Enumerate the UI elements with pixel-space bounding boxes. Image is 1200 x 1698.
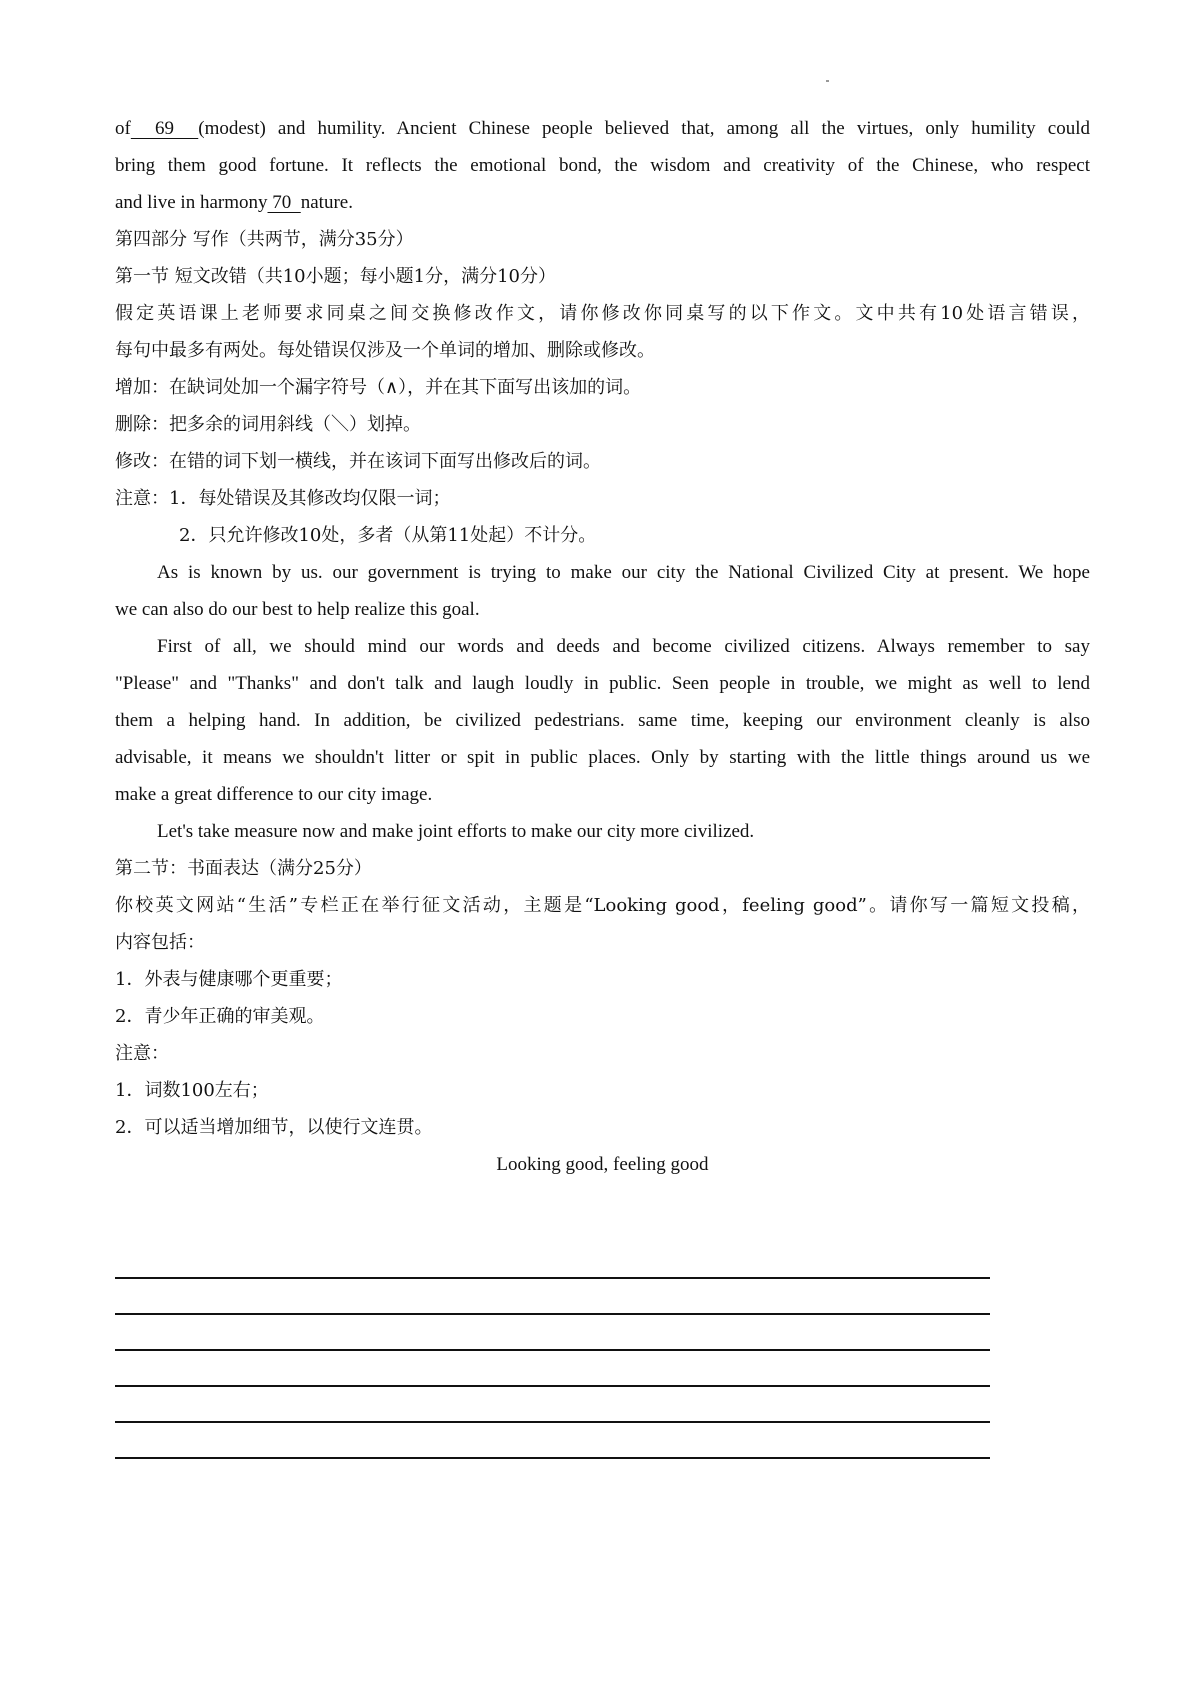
note-2: 2．只允许修改10处，多者（从第11处起）不计分。 — [179, 525, 597, 546]
essay-p2-line-1: First of all, we should mind our words and deeds and become civilized citizens. Always remember to say — [157, 636, 1090, 657]
cloze-line-1 — [115, 110, 1090, 147]
note-1: 注意：1．每处错误及其修改均仅限一词； — [115, 488, 451, 509]
answer-line — [115, 1457, 990, 1459]
section1-title: 第一节 短文改错（共10小题；每小题1分，满分10分） — [115, 266, 556, 287]
answer-lines — [115, 1277, 990, 1493]
section1-instruction-2: 每句中最多有两处。每处错误仅涉及一个单词的增加、删除或修改。 — [115, 340, 655, 361]
answer-line — [115, 1349, 990, 1351]
content-item-1: 1．外表与健康哪个更重要； — [115, 969, 343, 990]
rule-delete: 删除：把多余的词用斜线（＼）划掉。 — [115, 414, 421, 435]
section2-instruction-1: 你校英文网站“生活”专栏正在举行征文活动，主题是“Looking good，feeling good”。请你写一篇短文投稿， — [115, 895, 1090, 916]
section2-note-1: 1．词数100左右； — [115, 1080, 269, 1101]
cloze-text: of — [115, 118, 131, 139]
section2-title: 第二节：书面表达（满分25分） — [115, 858, 372, 879]
cloze-line-2: bring them good fortune. It reflects the emotional bond, the wisdom and creativity of the Chinese, who respect — [115, 155, 1090, 176]
essay-p3-line-1: Let's take measure now and make joint efforts to make our city more civilized. — [157, 821, 755, 842]
answer-line — [115, 1421, 990, 1423]
scan-mark — [826, 80, 829, 82]
answer-line — [115, 1277, 990, 1279]
essay-p2-line-5: make a great difference to our city image. — [115, 784, 433, 805]
section2-note-label: 注意： — [115, 1043, 169, 1064]
rule-add: 增加：在缺词处加一个漏字符号（∧），并在其下面写出该加的词。 — [115, 377, 642, 398]
content-item-2: 2．青少年正确的审美观。 — [115, 1006, 325, 1027]
cloze-line-3 — [115, 184, 1090, 221]
cloze-text: nature. — [300, 192, 353, 213]
answer-line — [115, 1385, 990, 1387]
blank-70: 70 — [267, 192, 301, 213]
essay-title: Looking good, feeling good — [496, 1154, 709, 1175]
section2-note-2: 2．可以适当增加细节，以使行文连贯。 — [115, 1117, 433, 1138]
essay-p1-line-1: As is known by us. our government is trying to make our city the National Civilized City at present. We hope — [157, 562, 1090, 583]
section2-instruction-2: 内容包括： — [115, 932, 205, 953]
essay-p2-line-2: "Please" and "Thanks" and don't talk and laugh loudly in public. Seen people in trouble, we might as well to lend — [115, 673, 1090, 694]
cloze-text: (modest) and humility. Ancient Chinese people believed that, among all the virtues, only humility could — [198, 118, 1090, 139]
exam-text — [115, 110, 1090, 1183]
answer-line — [115, 1313, 990, 1315]
rule-modify: 修改：在错的词下划一横线，并在该词下面写出修改后的词。 — [115, 451, 601, 472]
essay-p2-line-4: advisable, it means we shouldn't litter or spit in public places. Only by starting with the little things around us we — [115, 747, 1090, 768]
section1-instruction-1: 假定英语课上老师要求同桌之间交换修改作文，请你修改你同桌写的以下作文。文中共有10处语言错误， — [115, 303, 1090, 324]
essay-p1-line-2: we can also do our best to help realize this goal. — [115, 599, 480, 620]
blank-69: 69 — [130, 118, 199, 139]
essay-p2-line-3: them a helping hand. In addition, be civilized pedestrians. same time, keeping our environment cleanly is also — [115, 710, 1090, 731]
cloze-text: and live in harmony — [115, 192, 268, 213]
part4-title: 第四部分 写作（共两节，满分35分） — [115, 229, 414, 250]
